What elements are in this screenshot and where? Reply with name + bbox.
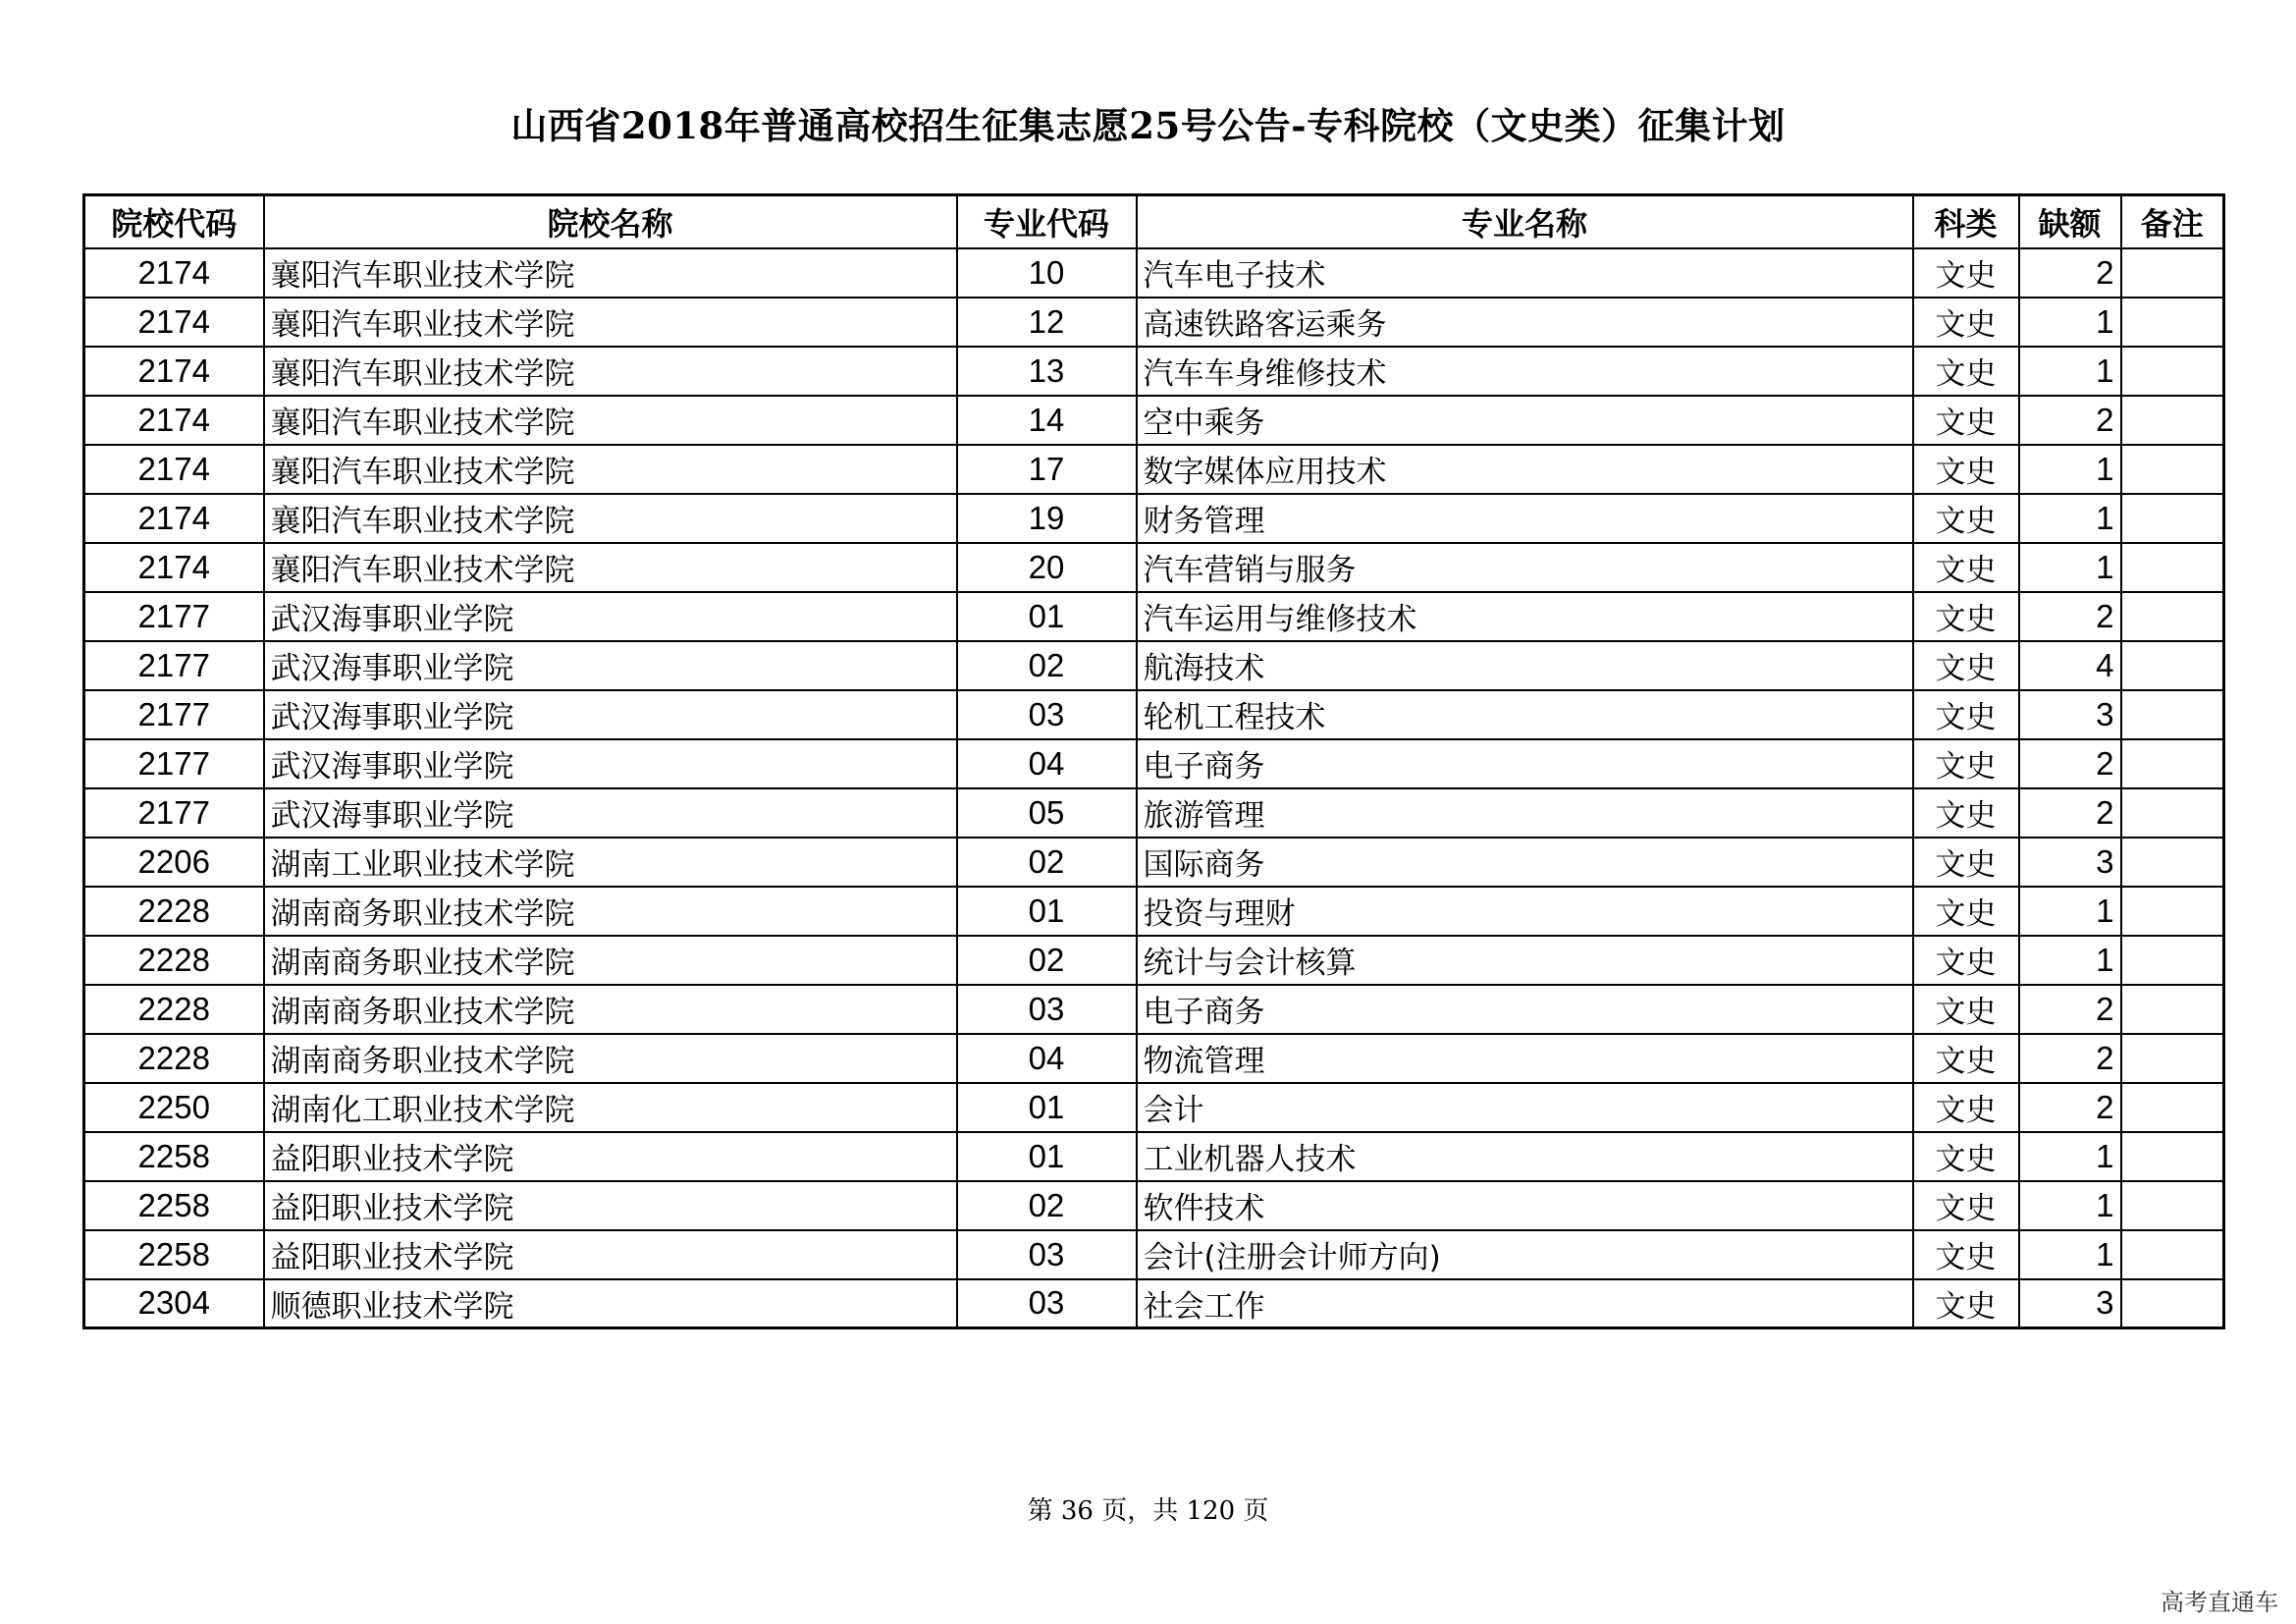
cell-vacancy: 2: [2019, 248, 2121, 298]
cell-school-code: 2304: [84, 1279, 264, 1328]
cell-category: 文史: [1913, 1034, 2019, 1083]
cell-school-name: 襄阳汽车职业技术学院: [264, 248, 957, 298]
cell-school-name: 襄阳汽车职业技术学院: [264, 347, 957, 396]
cell-remarks: [2121, 936, 2224, 985]
table-row: [84, 690, 2224, 739]
cell-vacancy: 1: [2019, 445, 2121, 494]
table-row: [84, 1230, 2224, 1279]
cell-major-name: 电子商务: [1137, 739, 1913, 788]
cell-category: 文史: [1913, 298, 2019, 347]
cell-vacancy: 1: [2019, 1230, 2121, 1279]
cell-vacancy: 2: [2019, 396, 2121, 445]
cell-major-code: 03: [957, 1279, 1137, 1328]
cell-category: 文史: [1913, 985, 2019, 1034]
cell-major-name: 会计(注册会计师方向): [1137, 1230, 1913, 1279]
cell-school-code: 2174: [84, 494, 264, 543]
cell-major-code: 13: [957, 347, 1137, 396]
cell-major-name: 软件技术: [1137, 1181, 1913, 1230]
cell-category: 文史: [1913, 543, 2019, 592]
cell-school-name: 湖南化工职业技术学院: [264, 1083, 957, 1132]
table-row: [84, 985, 2224, 1034]
cell-school-code: 2258: [84, 1230, 264, 1279]
table-row: [84, 887, 2224, 936]
cell-major-name: 航海技术: [1137, 641, 1913, 690]
cell-school-name: 湖南商务职业技术学院: [264, 1034, 957, 1083]
cell-major-code: 20: [957, 543, 1137, 592]
header-major-code: 专业代码: [957, 195, 1137, 248]
cell-category: 文史: [1913, 788, 2019, 838]
cell-major-code: 14: [957, 396, 1137, 445]
cell-school-name: 武汉海事职业学院: [264, 788, 957, 838]
cell-school-name: 湖南商务职业技术学院: [264, 936, 957, 985]
cell-remarks: [2121, 494, 2224, 543]
header-remarks: 备注: [2121, 195, 2224, 248]
cell-school-code: 2177: [84, 739, 264, 788]
cell-school-code: 2174: [84, 396, 264, 445]
cell-school-code: 2174: [84, 347, 264, 396]
cell-vacancy: 2: [2019, 985, 2121, 1034]
cell-major-name: 空中乘务: [1137, 396, 1913, 445]
cell-school-code: 2174: [84, 445, 264, 494]
cell-category: 文史: [1913, 690, 2019, 739]
cell-category: 文史: [1913, 936, 2019, 985]
table-row: [84, 788, 2224, 838]
cell-school-name: 襄阳汽车职业技术学院: [264, 445, 957, 494]
cell-major-name: 电子商务: [1137, 985, 1913, 1034]
cell-vacancy: 1: [2019, 887, 2121, 936]
cell-remarks: [2121, 788, 2224, 838]
cell-remarks: [2121, 396, 2224, 445]
cell-major-name: 财务管理: [1137, 494, 1913, 543]
cell-major-name: 国际商务: [1137, 838, 1913, 887]
cell-category: 文史: [1913, 445, 2019, 494]
cell-major-code: 05: [957, 788, 1137, 838]
cell-school-name: 益阳职业技术学院: [264, 1181, 957, 1230]
cell-remarks: [2121, 543, 2224, 592]
cell-vacancy: 3: [2019, 1279, 2121, 1328]
table-row: [84, 543, 2224, 592]
cell-vacancy: 2: [2019, 592, 2121, 641]
cell-category: 文史: [1913, 1181, 2019, 1230]
cell-school-code: 2228: [84, 936, 264, 985]
cell-school-code: 2174: [84, 298, 264, 347]
cell-major-code: 01: [957, 1132, 1137, 1181]
cell-major-code: 02: [957, 838, 1137, 887]
cell-vacancy: 2: [2019, 1083, 2121, 1132]
cell-vacancy: 1: [2019, 494, 2121, 543]
cell-category: 文史: [1913, 838, 2019, 887]
cell-school-code: 2177: [84, 592, 264, 641]
cell-category: 文史: [1913, 494, 2019, 543]
cell-school-name: 益阳职业技术学院: [264, 1132, 957, 1181]
cell-vacancy: 1: [2019, 1132, 2121, 1181]
cell-school-code: 2177: [84, 641, 264, 690]
cell-major-code: 17: [957, 445, 1137, 494]
cell-major-code: 01: [957, 592, 1137, 641]
cell-remarks: [2121, 445, 2224, 494]
cell-major-code: 01: [957, 1083, 1137, 1132]
cell-category: 文史: [1913, 1279, 2019, 1328]
cell-category: 文史: [1913, 1230, 2019, 1279]
header-school-code: 院校代码: [84, 195, 264, 248]
cell-remarks: [2121, 1230, 2224, 1279]
cell-major-code: 03: [957, 690, 1137, 739]
cell-remarks: [2121, 887, 2224, 936]
cell-category: 文史: [1913, 347, 2019, 396]
table-row: [84, 248, 2224, 298]
cell-school-code: 2177: [84, 690, 264, 739]
cell-vacancy: 1: [2019, 347, 2121, 396]
table-row: [84, 347, 2224, 396]
cell-major-name: 旅游管理: [1137, 788, 1913, 838]
cell-major-name: 社会工作: [1137, 1279, 1913, 1328]
cell-school-name: 湖南商务职业技术学院: [264, 985, 957, 1034]
table-header-row: [84, 195, 2224, 248]
header-major-name: 专业名称: [1137, 195, 1913, 248]
cell-vacancy: 1: [2019, 936, 2121, 985]
cell-remarks: [2121, 690, 2224, 739]
cell-major-code: 03: [957, 1230, 1137, 1279]
cell-remarks: [2121, 1132, 2224, 1181]
cell-vacancy: 2: [2019, 1034, 2121, 1083]
cell-school-name: 武汉海事职业学院: [264, 592, 957, 641]
cell-category: 文史: [1913, 641, 2019, 690]
page-title: 山西省2018年普通高校招生征集志愿25号公告-专科院校（文史类）征集计划: [510, 104, 1786, 147]
cell-category: 文史: [1913, 1083, 2019, 1132]
cell-category: 文史: [1913, 1132, 2019, 1181]
cell-major-name: 汽车电子技术: [1137, 248, 1913, 298]
cell-category: 文史: [1913, 739, 2019, 788]
cell-major-code: 02: [957, 1181, 1137, 1230]
cell-major-name: 工业机器人技术: [1137, 1132, 1913, 1181]
table-row: [84, 592, 2224, 641]
cell-school-name: 顺德职业技术学院: [264, 1279, 957, 1328]
cell-major-name: 汽车运用与维修技术: [1137, 592, 1913, 641]
cell-vacancy: 3: [2019, 690, 2121, 739]
cell-remarks: [2121, 1279, 2224, 1328]
cell-school-name: 襄阳汽车职业技术学院: [264, 543, 957, 592]
table-row: [84, 936, 2224, 985]
cell-vacancy: 1: [2019, 1181, 2121, 1230]
cell-remarks: [2121, 838, 2224, 887]
cell-major-code: 04: [957, 1034, 1137, 1083]
cell-school-code: 2174: [84, 248, 264, 298]
cell-remarks: [2121, 739, 2224, 788]
cell-major-name: 会计: [1137, 1083, 1913, 1132]
cell-category: 文史: [1913, 592, 2019, 641]
cell-remarks: [2121, 347, 2224, 396]
cell-major-name: 统计与会计核算: [1137, 936, 1913, 985]
cell-school-name: 武汉海事职业学院: [264, 739, 957, 788]
cell-major-code: 12: [957, 298, 1137, 347]
cell-vacancy: 1: [2019, 543, 2121, 592]
cell-remarks: [2121, 298, 2224, 347]
table-row: [84, 739, 2224, 788]
table-row: [84, 1181, 2224, 1230]
header-school-name: 院校名称: [264, 195, 957, 248]
cell-major-name: 投资与理财: [1137, 887, 1913, 936]
cell-school-code: 2258: [84, 1181, 264, 1230]
table-body: [84, 248, 2224, 1328]
cell-major-name: 高速铁路客运乘务: [1137, 298, 1913, 347]
cell-remarks: [2121, 1083, 2224, 1132]
table-row: [84, 1083, 2224, 1132]
cell-major-name: 物流管理: [1137, 1034, 1913, 1083]
table-row: [84, 298, 2224, 347]
table-row: [84, 1132, 2224, 1181]
cell-vacancy: 2: [2019, 739, 2121, 788]
table-row: [84, 494, 2224, 543]
header-vacancy: 缺额: [2019, 195, 2121, 248]
cell-vacancy: 1: [2019, 298, 2121, 347]
cell-remarks: [2121, 248, 2224, 298]
cell-school-code: 2174: [84, 543, 264, 592]
cell-major-name: 数字媒体应用技术: [1137, 445, 1913, 494]
cell-school-name: 襄阳汽车职业技术学院: [264, 494, 957, 543]
cell-school-code: 2177: [84, 788, 264, 838]
cell-school-code: 2250: [84, 1083, 264, 1132]
cell-school-name: 湖南商务职业技术学院: [264, 887, 957, 936]
cell-remarks: [2121, 985, 2224, 1034]
cell-school-name: 湖南工业职业技术学院: [264, 838, 957, 887]
cell-school-code: 2228: [84, 1034, 264, 1083]
table-row: [84, 396, 2224, 445]
cell-major-code: 03: [957, 985, 1137, 1034]
cell-major-code: 02: [957, 641, 1137, 690]
cell-remarks: [2121, 1034, 2224, 1083]
cell-school-name: 益阳职业技术学院: [264, 1230, 957, 1279]
cell-school-code: 2206: [84, 838, 264, 887]
cell-category: 文史: [1913, 887, 2019, 936]
cell-major-name: 汽车营销与服务: [1137, 543, 1913, 592]
cell-remarks: [2121, 1181, 2224, 1230]
cell-school-code: 2228: [84, 887, 264, 936]
enrollment-plan-table: [82, 193, 2225, 1329]
cell-remarks: [2121, 641, 2224, 690]
cell-major-code: 02: [957, 936, 1137, 985]
cell-category: 文史: [1913, 248, 2019, 298]
cell-school-name: 武汉海事职业学院: [264, 690, 957, 739]
cell-category: 文史: [1913, 396, 2019, 445]
table-row: [84, 838, 2224, 887]
cell-school-name: 襄阳汽车职业技术学院: [264, 396, 957, 445]
table-row: [84, 445, 2224, 494]
cell-vacancy: 3: [2019, 838, 2121, 887]
cell-school-name: 武汉海事职业学院: [264, 641, 957, 690]
table-row: [84, 1034, 2224, 1083]
cell-major-name: 轮机工程技术: [1137, 690, 1913, 739]
table-row: [84, 641, 2224, 690]
table-row: [84, 1279, 2224, 1328]
cell-school-code: 2258: [84, 1132, 264, 1181]
cell-major-code: 19: [957, 494, 1137, 543]
cell-major-name: 汽车车身维修技术: [1137, 347, 1913, 396]
cell-major-code: 01: [957, 887, 1137, 936]
cell-school-name: 襄阳汽车职业技术学院: [264, 298, 957, 347]
cell-remarks: [2121, 592, 2224, 641]
cell-vacancy: 2: [2019, 788, 2121, 838]
cell-vacancy: 4: [2019, 641, 2121, 690]
cell-school-code: 2228: [84, 985, 264, 1034]
watermark: 高考直通车: [2161, 1589, 2278, 1616]
page-footer: 第 36 页，共 120 页: [1027, 1496, 1269, 1526]
header-category: 科类: [1913, 195, 2019, 248]
cell-major-code: 04: [957, 739, 1137, 788]
cell-major-code: 10: [957, 248, 1137, 298]
